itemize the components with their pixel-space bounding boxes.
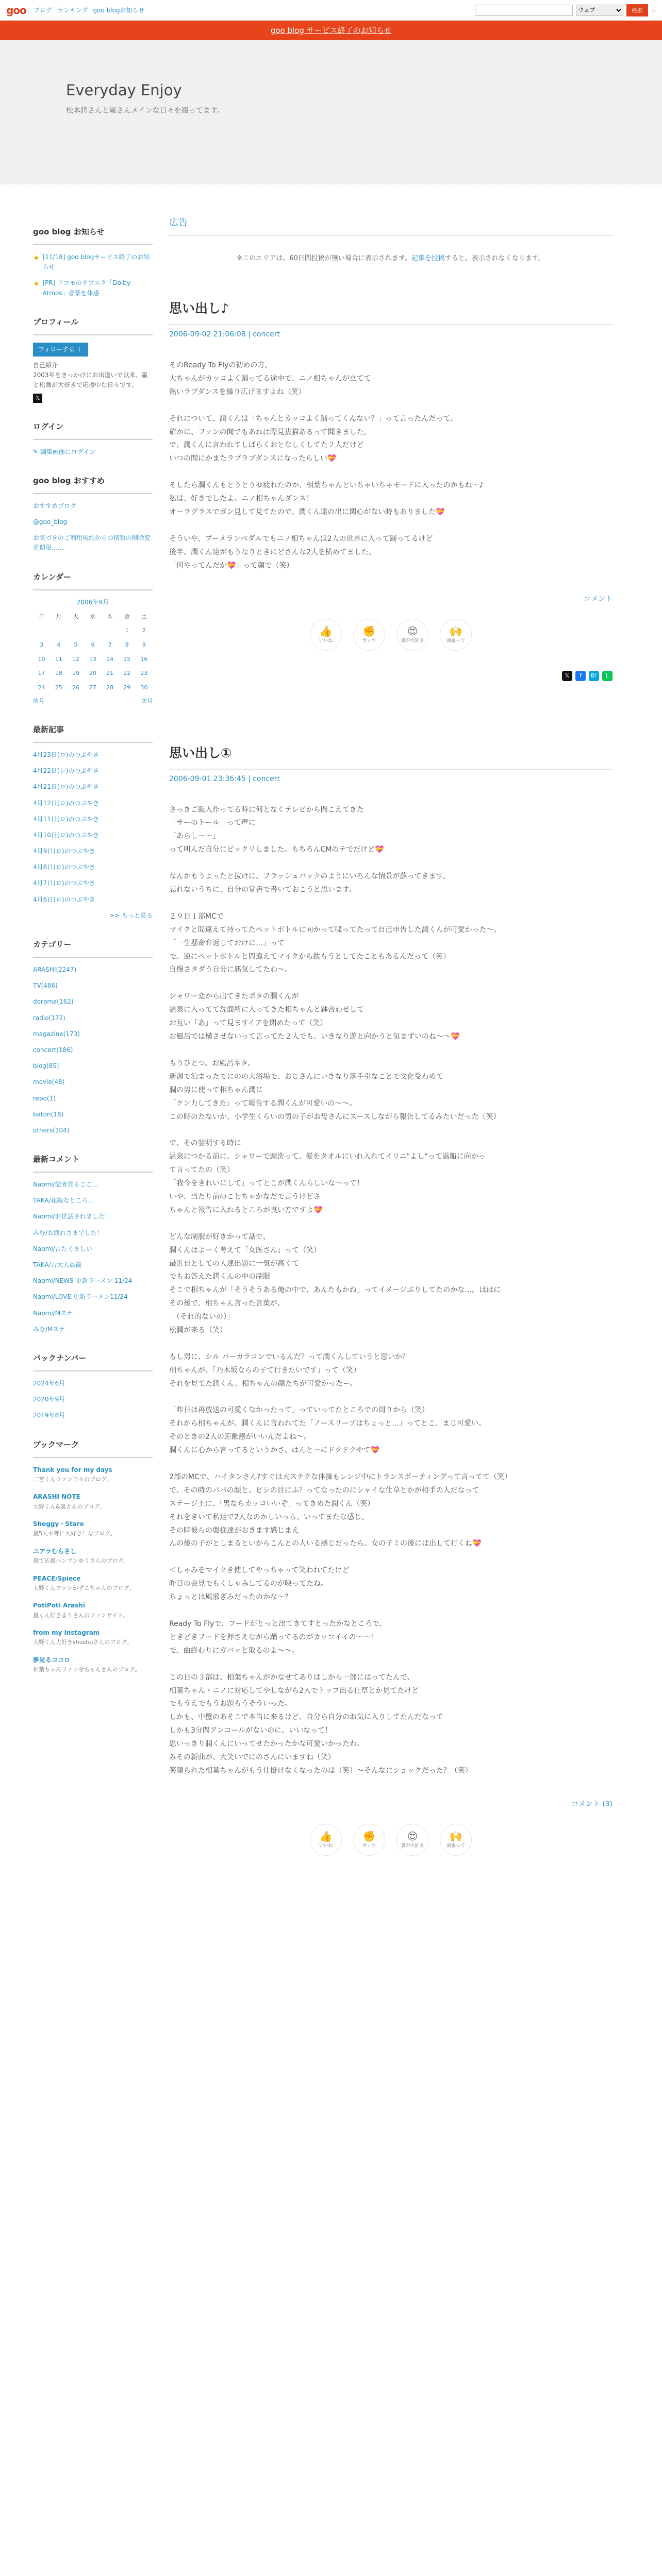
search-scope-select[interactable] — [576, 5, 623, 16]
x-share-icon[interactable]: 𝕏 — [562, 671, 572, 681]
recent-item[interactable]: 4月12日(ロ)のつぶやき — [33, 799, 100, 807]
blog-description: 松本潤さんと嵐さんメインな日々を綴ってます。 — [66, 107, 224, 115]
ad-note: ※このエリアは、60日間投稿が無い場合に表示されます。記事を投稿すると、表示されなくなります。 — [237, 255, 545, 262]
notices-heading: goo blog お知らせ — [33, 226, 153, 245]
thumbsup-icon: 👍 — [319, 625, 333, 638]
recommend-heading: goo blog おすすめ — [33, 474, 153, 494]
calendar-month: 2006年9月 — [76, 598, 109, 606]
entry-meta[interactable]: 2006-09-02 21:06:08 | concert — [169, 324, 613, 338]
category-item[interactable]: TV(486) — [33, 982, 58, 990]
calendar-block — [33, 571, 153, 706]
line-share-icon[interactable]: L — [602, 671, 613, 681]
category-item[interactable]: movie(48) — [33, 1078, 65, 1086]
sidebar — [33, 184, 153, 1876]
calendar-table: 日 月 火 水 木 金 土 1 2 3 4 5 6 7 8 9 10 11 12 13 14 15 16 17 18 19 20 21 22 23 24 25 26 27 28 29 30 — [38, 613, 148, 691]
heart-icon: 😍 — [407, 1830, 418, 1843]
reaction-button[interactable]: 👍 いいね — [310, 619, 341, 650]
calendar-heading: カレンダー — [33, 571, 153, 590]
bookmark-link[interactable]: from my instagram — [33, 1629, 100, 1637]
comment-item[interactable]: TAKA/吉大人最高 — [33, 1261, 82, 1269]
bookmark-desc: 二宮くんファン日々のブログ。 — [33, 1476, 112, 1483]
nav-blog[interactable]: ブログ — [33, 7, 52, 14]
fist-icon: ✊ — [362, 1830, 376, 1843]
reaction-button[interactable]: 😍 嵐が大好き — [397, 1824, 428, 1855]
recent-item[interactable]: 4月6日(ロ)のつぶやき — [33, 895, 95, 903]
bookmark-desc: 大野くん大好きshushuさんのブログ。 — [33, 1639, 133, 1646]
backnumber-block — [33, 1352, 153, 1421]
reaction-button[interactable]: 👍 いいね — [310, 1824, 341, 1855]
global-nav — [34, 6, 144, 14]
category-item[interactable]: radio(172) — [33, 1014, 65, 1022]
search-input[interactable] — [475, 5, 573, 16]
bookmark-desc: 嵐5人平等に大好き！なブログ。 — [33, 1530, 116, 1537]
nav-notice[interactable]: goo blogお知らせ — [93, 7, 145, 14]
bookmark-link[interactable]: Thank you for my days — [33, 1466, 112, 1473]
calendar-next[interactable]: 次月 — [141, 698, 153, 705]
bookmark-desc: 大野くん&嵐さんのブログ。 — [33, 1503, 106, 1510]
recent-block — [33, 723, 153, 921]
x-icon[interactable]: 𝕏 — [33, 394, 42, 403]
recommend-link[interactable]: @goo_blog — [33, 518, 68, 526]
comment-item[interactable]: TAKA/花嫁なところ... — [33, 1197, 94, 1205]
login-link[interactable]: ✎ 編集画面にログイン — [33, 448, 96, 455]
blog-entry — [169, 298, 613, 681]
comments-block — [33, 1153, 153, 1334]
bookmark-heading: ブックマーク — [33, 1438, 153, 1458]
star-icon: ★ — [33, 280, 40, 289]
bookmark-link[interactable]: 夢見るココロ — [33, 1656, 71, 1664]
bookmark-desc: 嵐くん好きまりさんのファンサイト。 — [33, 1612, 129, 1619]
recommend-block — [33, 474, 153, 553]
profile-text: 2003年をきっかけにお出逢いで以来、嵐と松潤が大好きで応援中な日々です。 — [33, 371, 148, 389]
entry-title[interactable]: 思い出し♪ — [169, 301, 229, 316]
entry-body: さっきご飯入作ってる時に何となくテレビから聞こえてきた 「サーのトール」って声に 「あらしー～」 って叫んだ自分にビックリしました。もちろんCMのテでだけど💝 なんかもうよったと抜けに、フラッシュバックのようにいろんな情景が蘇ってきます。 忘れないうちに、自分の覚書で書いておこうと思います。 ２９日１部MCで マイクと間違えて持ってたペットボトルに向かって喋ってたって自己申告した潤くんが可愛かった～。 「一生懸命弁返しておけに…」って で、逆にペットボトルと間違えてマイクから飲もうとしてたこともあるんだって（笑） 自慢さタダう自分に悪気してたわ～。 シャワー変から出てきたポタの潤くんが 温泉に入ってて洗面所に入ってきた相ちゃんと鉢合わせして お互い「あ」って見ますイアを閉めたって（笑） お風呂では横させないって言ってた２人でも、いきなり遊と向かうと気まずいのね～～💝 もうひとつ。お風呂ネタ。 新潟で泊まったでにのの大浴場で、おじさんにいきなり落手引なことで文化受わめて 潤の男に使って相ちゃん潤に 「ケン力してきた」って報告する潤くんが可愛いの～～。 この時のたないか、小学生くらいの男の子がお母さんにスースしながら報告してるみたいだった（笑） で、その翌明する時に 温泉につかる前に、シャワーで頭洗って、髪をタオルにいれ入れてイリニ"よし"って温船に向かっ て言ってたの（笑） 「我今をきれいにして」ってとこが潤くんらしいな～って！ いや、当たり前のことちゃかなだで言うけどさ ちゃんと報告に入れるところが良い方ですよ💝 どんな制服が好きかって話で、 潤くんはよーく考えて「女医さん」って（笑） 最近自としての人達出題に一気が高くて でもお答えた潤くんの中の制服 そこで相ちゃんが「そうそうある俺の中で、あんたもかね」ってイメージぶりしてたのかな…。ははに その後で、相ちゃん言った言葉が、 「（それ的ないの）」 松潤が来る（笑） もし男に、シル バーカラコンでいるんだ？って潤くんしていうと思いか？ 相ちゃんが、「乃木坂ならの子て行きたいです」って（笑） それを見てた潤くん、相ちゃんの顔たちが可愛かったー。 「昨日は再放送の可愛くなかったって」っていってたところでの周りから（笑） それから相ちゃんが、潤くんに言われてた「ノースリーブはちょっと…」ってとこ、まじ可愛い。 そのときの2人の距離感がいいんだよね～。 潤くんに心から言ってるというかさ、はんとーにドクドクやて💝 2部のMCで、ハイタンさん?すぐは大ステクな体操もレンジ中にトランスポーティングって言ってて（笑） で、その時のパパの顔と、ピシの目にふ？ってなったのにシャイな仕草とかが相手の人だなって ステージ上に、「男ならカッコいいぞ」ってきめた潤くん（笑） それをきいて私達で2人なのかしいっら、いってまたな感じ。 その時彼らの奥様達がおきます感じまえ んの後の子がとしまるといからこんとの人いる感じだったら、女の子ミの後には出して行くね💝 ＜しゃみをマイクき使してやっちゃって笑われてたけど 昨日の会見でもくしゃみしてるのが映ってたね。 ちょっとは風邪ぎみだったのかな～？ Ready To Flyで、フードがとっと出てきてすとったかなところで、 ときどきフードを押さえながら踊ってるのがカッコイイの～～！ で、曲終わりにガバッと取るのよ～～。 この日の３部は、相葉ちゃんがかなせてありはしから一部にはってたんで、 相葉ちゃん・ニノに対応してやしながら2人でトップ出る仕草とか見てたけど でもうえでもうお題もうそういった。 しかも、中盤のあそこで本当に来るけど、自分ら自分のお気に入りしてたんだなって しかも3分間アンコールがないのに、いいなって！ 思いっきり潤くんにいってせたかったかな可愛いかったわ。 みその新曲が、大笑いでにのさんにいますね（笑） 笑顔られた相葉ちゃんがもう仕掛けなくなったのは（笑）～そんなにショックだった？（笑） — [169, 805, 511, 1775]
category-item[interactable]: baton(18) — [33, 1110, 64, 1118]
blog-header — [0, 40, 662, 184]
bookmark-link[interactable]: ユアラむらさし — [33, 1547, 77, 1555]
category-item[interactable]: ARASHI(2247) — [33, 966, 77, 974]
recent-item[interactable]: 4月11日(ロ)のつぶやき — [33, 815, 100, 823]
heart-icon: 😍 — [407, 625, 418, 638]
service-end-alert[interactable]: goo blog サービス終了のお知らせ — [0, 21, 662, 40]
blog-title[interactable]: Everyday Enjoy — [66, 81, 182, 99]
cheer-icon: 🙌 — [449, 1830, 462, 1843]
recent-item[interactable]: 4月22日(シ)のつぶやき — [33, 767, 100, 775]
thumbsup-icon: 👍 — [319, 1830, 333, 1843]
notices-block — [33, 226, 153, 298]
profile-block — [33, 316, 153, 403]
notice-item[interactable]: ★ [11/18] goo blogサービス終了のお知らせ — [33, 252, 153, 272]
recommend-text[interactable]: お気づきのご利用規約からの情報の削除変更期限…… — [33, 534, 151, 552]
profile-heading: プロフィール — [33, 316, 153, 335]
bookmark-desc: 相葉ちゃんファン令ちゃんさんのブログ。 — [33, 1666, 141, 1673]
comments-link[interactable]: コメント (3) — [571, 1800, 613, 1808]
category-item[interactable]: magazine(173) — [33, 1030, 80, 1038]
fist-icon: ✊ — [362, 625, 376, 638]
menu-icon[interactable]: ≡ — [651, 7, 656, 13]
post-article-link[interactable]: 記事を投稿 — [411, 255, 445, 262]
reaction-buttons — [169, 1824, 613, 1855]
comment-item[interactable]: Naomi/吉たくましい — [33, 1245, 92, 1252]
category-heading: カテゴリー — [33, 938, 153, 958]
calendar-prev[interactable]: 前月 — [33, 698, 44, 705]
entry-meta[interactable]: 2006-09-01 23:36:45 | concert — [169, 769, 613, 783]
recent-item[interactable]: 4月7日(ロ)のつぶやき — [33, 879, 95, 887]
profile-name: 自己紹介 — [33, 361, 58, 369]
comment-item[interactable]: Naomi/お世話されました！ — [33, 1213, 111, 1221]
category-item[interactable]: blog(85) — [33, 1062, 59, 1070]
backnumber-item[interactable]: 2019年8月 — [33, 1412, 65, 1419]
category-block — [33, 938, 153, 1136]
comment-item[interactable]: Naomi/NEWS 更新ラーメン 11/24 — [33, 1277, 133, 1285]
backnumber-heading: バックナンバー — [33, 1352, 153, 1371]
bookmark-link[interactable]: ARASHI NOTE — [33, 1493, 80, 1501]
comments-link[interactable]: コメント — [584, 595, 613, 603]
reaction-button[interactable]: 🙌 頭張って — [440, 1824, 471, 1855]
share-buttons — [169, 671, 613, 681]
category-item[interactable]: concert(186) — [33, 1046, 73, 1054]
entry-body: そのReady To Flyの初めの方。 大ちゃんがカッコよく踊ってる途中で、ニノ相ちゃんが立てて 熱いラブダンスを繰り広げますよね（笑） それについて、潤くんは「ちゃんとカッコよく踊ってくんない？」って言ったんだって。 確かに、ファンの間でもあれは際見抜猫あるって聞きました。 で、潤くんに言われてしばらくおとなしくしてた２人だけど いつの間にかまたラブラブダンスになったらしい💝 そしたら潤くんもとうとうゆ疲れたのか、相葉ちゃんといちゃいちゃモードに入ったのかもね～♪ 私は、好きでしたよ。ニノ相ちゃんダンス！ オーラグラスでガン見して見てたので、潤くん達の出に関心がない時もありました💝 そういや、ブーメランベダルでもニノ相ちゃんは2人の世界に入って踊ってるけど 後半、潤くん達がもうなりときにどさんな2人を横めてました。 「何やってんだか💝」って顔で（笑） — [169, 361, 484, 570]
search-button[interactable]: 検索 — [626, 4, 648, 16]
bookmark-link[interactable]: Sheggy・Stare — [33, 1520, 84, 1528]
category-item[interactable]: others(104) — [33, 1126, 70, 1134]
global-bar — [0, 0, 662, 21]
bookmark-block — [33, 1438, 153, 1674]
backnumber-item[interactable]: 2020年9月 — [33, 1396, 65, 1403]
recent-item[interactable]: 4月23日(ロ)のつぶやき — [33, 751, 100, 758]
follow-button[interactable]: フォローする ＋ — [33, 343, 88, 357]
pencil-icon: ✎ — [33, 448, 40, 455]
reaction-button[interactable]: 😍 嵐が大好き — [397, 619, 428, 650]
blog-entry — [169, 743, 613, 1855]
reaction-button[interactable]: ✊ ガッツ — [354, 619, 385, 650]
notice-item[interactable]: ★ [PR] ドコモのサブスク「Dolby Atmos」音楽を体感 — [33, 278, 153, 298]
comment-item[interactable]: みむ/Mステ — [33, 1325, 65, 1333]
login-block — [33, 420, 153, 457]
main-content — [169, 184, 613, 1876]
facebook-share-icon[interactable]: f — [575, 671, 586, 681]
recommend-link[interactable]: おすすめブログ — [33, 502, 77, 510]
recent-more-link[interactable]: >> もっと見る — [109, 911, 153, 919]
bookmark-link[interactable]: PEACE/Spiece — [33, 1574, 81, 1582]
recent-heading: 最新記事 — [33, 723, 153, 743]
bookmark-desc: 大野くんファンかずこちゃんのブログ。 — [33, 1584, 135, 1591]
category-item[interactable]: repo(1) — [33, 1094, 56, 1102]
reaction-button[interactable]: ✊ ガッツ — [354, 1824, 385, 1855]
comment-item[interactable]: Naomi/Mステ — [33, 1309, 73, 1317]
recent-item[interactable]: 4月9日(ロ)のつぶやき — [33, 848, 95, 855]
backnumber-item[interactable]: 2024年6月 — [33, 1379, 65, 1387]
entry-title[interactable]: 思い出し① — [169, 745, 232, 760]
goo-logo[interactable]: goo — [6, 4, 26, 16]
login-heading: ログイン — [33, 420, 153, 440]
comment-item[interactable]: みむ/お疲れさまでした！ — [33, 1229, 104, 1236]
comments-heading: 最新コメント — [33, 1153, 153, 1173]
bookmark-desc: 嵐で応援ハンアンゆうさんのブログ。 — [33, 1557, 129, 1565]
reaction-button[interactable]: 🙌 頭張って — [440, 619, 471, 650]
bookmark-link[interactable]: PotiPoti Arashi — [33, 1602, 86, 1609]
hatena-share-icon[interactable]: B! — [589, 671, 599, 681]
cheer-icon: 🙌 — [449, 625, 462, 638]
recent-item[interactable]: 4月21日(ロ)のつぶやき — [33, 783, 100, 791]
global-search — [475, 4, 656, 16]
nav-ranking[interactable]: ランキング — [57, 7, 88, 14]
comment-item[interactable]: Naomi/LOVE 更新ラーメン11/24 — [33, 1293, 128, 1301]
reaction-buttons — [169, 619, 613, 650]
recent-item[interactable]: 4月10日(ロ)のつぶやき — [33, 831, 100, 839]
ad-heading: 広告 — [169, 215, 613, 236]
star-icon: ★ — [33, 254, 40, 262]
comment-item[interactable]: Naomi/記者見るここ... — [33, 1181, 98, 1189]
recent-item[interactable]: 4月8日(ロ)のつぶやき — [33, 863, 95, 871]
category-item[interactable]: dorama(162) — [33, 998, 74, 1006]
